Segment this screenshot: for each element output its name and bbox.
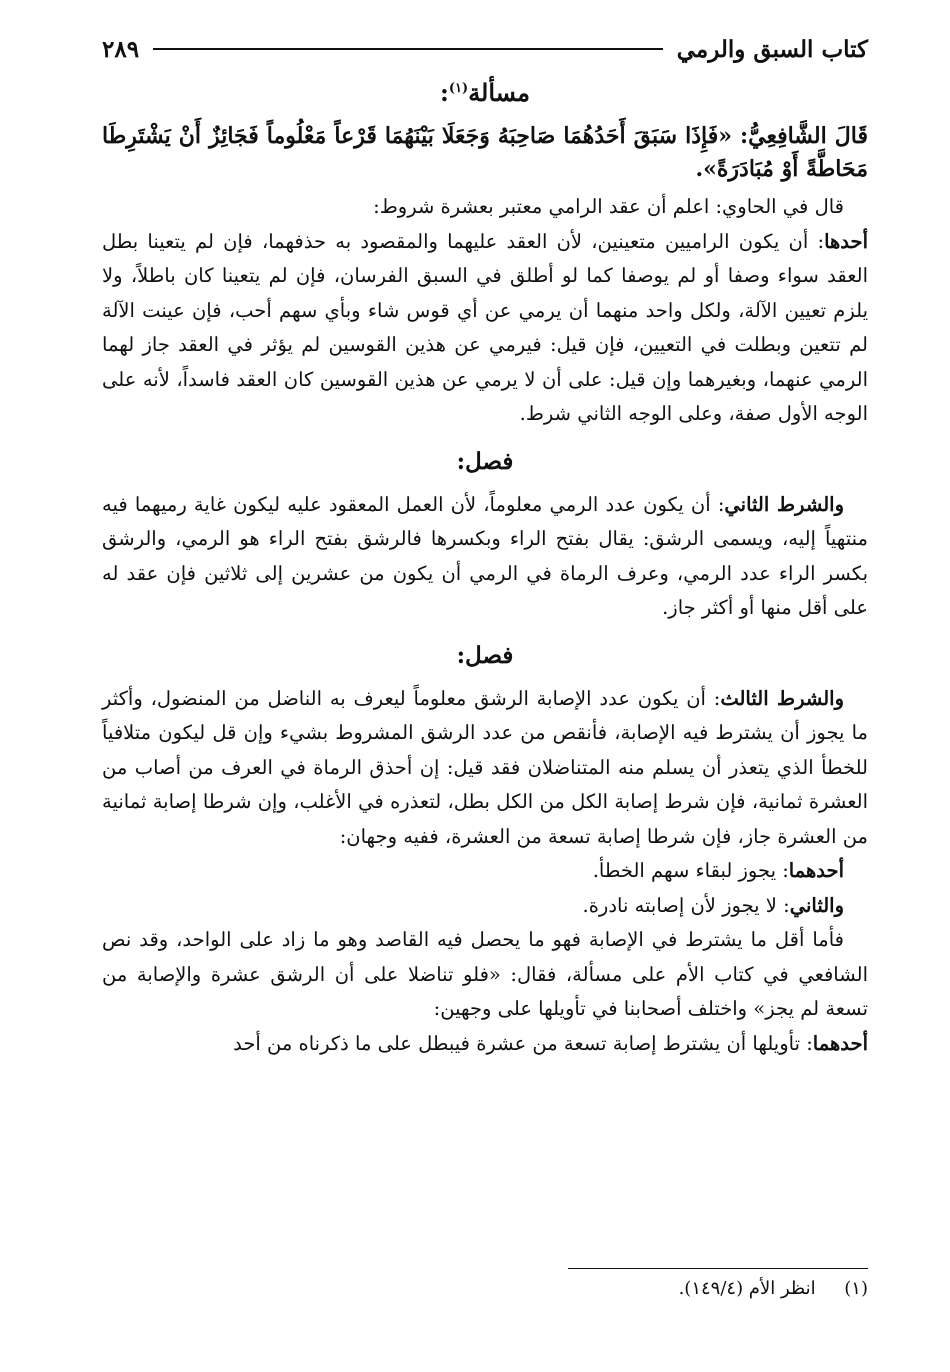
fasl-heading-1: فصل:: [456, 447, 514, 475]
footnote-rule: [568, 1268, 868, 1269]
third-condition-lead: والشرط الثالث: [720, 686, 844, 710]
last-paragraph: [102, 1027, 868, 1062]
face-two: [102, 889, 868, 924]
first-condition-lead: أحدها: [824, 229, 868, 253]
face-one: [102, 854, 868, 889]
second-condition-lead: والشرط الثاني: [724, 492, 844, 516]
running-header: [102, 32, 868, 66]
footnote-ref: (١): [448, 81, 469, 96]
second-condition: [102, 488, 868, 626]
masala-heading: [102, 78, 868, 114]
second-condition-text: : أن يكون عدد الرمي معلوماً، لأن العمل المعقود عليه ليكون غاية رميهما فيه منتهياً إليه، ويسمى الرشق: يقال بفتح الراء وبكسرها فالرشق بفتح الراء هو الرمي، والرشق بكسر الراء عدد الرمي، وعرف الرماة في الرمي أن يكون من عشرين إلى ثلاثين فإن عقد له على أقل منها أو أكثر جاز.: [102, 492, 868, 619]
quote-text: : «فَإِذَا سَبَقَ أَحَدُهُمَا صَاحِبَهُ وَجَعَلَا بَيْنَهُمَا قَرْعاً مَعْلُوماً فَجَائِزٌ أَنْ يَشْتَرِطَا مَحَاطَّةً أَوْ مُبَادَرَةً».: [102, 123, 868, 182]
third-condition-text: : أن يكون عدد الإصابة الرشق معلوماً ليعرف به الناضل من المنضول، وأكثر ما يجوز أن يشترط فيه الإصابة، فأنقص من عدد الرشق المشروط بشيء وإن قل ليكون متلافياً للخطأ الذي يتعذر أن يسلم منه المتناضلان فقد قيل: إن أحذق الرماة في العرف من أصاب من العشرة ثمانية، فإن شرط إصابة الكل من الكل بطل، لتعذره في الأغلب، وإن شرطا إصابة ثمانية من العشرة جاز، فإن شرطا إصابة تسعة من العشرة، ففيه وجهان:: [102, 686, 868, 848]
masala-colon: :: [440, 78, 449, 107]
first-condition-text: : أن يكون الراميين متعينين، لأن العقد عليهما والمقصود به حذفهما، فإن لم يتعينا بطل العقد سواء وصفا أو لم يوصفا كما لو أطلق في السبق الفرسان، فإن لم يتعينا كان باطلاً، ولا يلزم تعيين الآلة، ولكل واحد منهما أن يرمي عن أي قوس شاء وبأي سهم أحب، فإن عينت الآلة لم تتعين وبطلت في التعيين، فإن قيل: فيرمي عن هذين القوسين لم يؤثر في العقد جاز لهما الرمي عنهما، وبغيرهما وإن قيل: على أن لا يرمي عن هذين القوسين كان العقد فاسداً، لأنه على الوجه الأول صفة، وعلى الوجه الثاني شرط.: [102, 229, 868, 425]
footnote-text: انظر الأم (١٤٩/٤).: [678, 1278, 816, 1299]
page-number: ٢٨٩: [102, 35, 140, 63]
footnote: [679, 1278, 868, 1299]
masala-title: مسألة: [468, 78, 530, 107]
face-two-lead: والثاني: [789, 893, 844, 917]
running-title: كتاب السبق والرمي: [676, 35, 868, 63]
intro-paragraph: قال في الحاوي: اعلم أن عقد الرامي معتبر بعشرة شروط:: [373, 195, 844, 218]
face-one-text: : يجوز لبقاء سهم الخطأ.: [592, 859, 789, 882]
last-paragraph-text: : تأويلها أن يشترط إصابة تسعة من عشرة فيبطل على ما ذكرناه من أحد: [233, 1031, 813, 1055]
shafii-quote: [102, 120, 868, 186]
last-paragraph-lead: أحدهما: [812, 1031, 868, 1055]
first-condition: [102, 225, 868, 432]
header-rule: [153, 48, 663, 50]
third-condition: [102, 682, 868, 855]
footnote-marker: (١): [844, 1278, 868, 1299]
fasl-heading-2: فصل:: [456, 641, 514, 669]
face-one-lead: أحدهما: [788, 859, 844, 882]
quote-speaker: قَالَ الشَّافِعِيُّ: [748, 123, 868, 149]
least-paragraph: فأما أقل ما يشترط في الإصابة فهو ما يحصل فيه القاصد وهو ما زاد على الواحد، وقد نص الشافعي في كتاب الأم على مسألة، فقال: «فلو تناضلا على أن الرشق عشرة والإصابة من تسعة لم يجز» واختلف أصحابنا في تأويلها على وجهين:: [102, 928, 868, 1020]
face-two-text: : لا يجوز لأن إصابته نادرة.: [582, 893, 790, 917]
